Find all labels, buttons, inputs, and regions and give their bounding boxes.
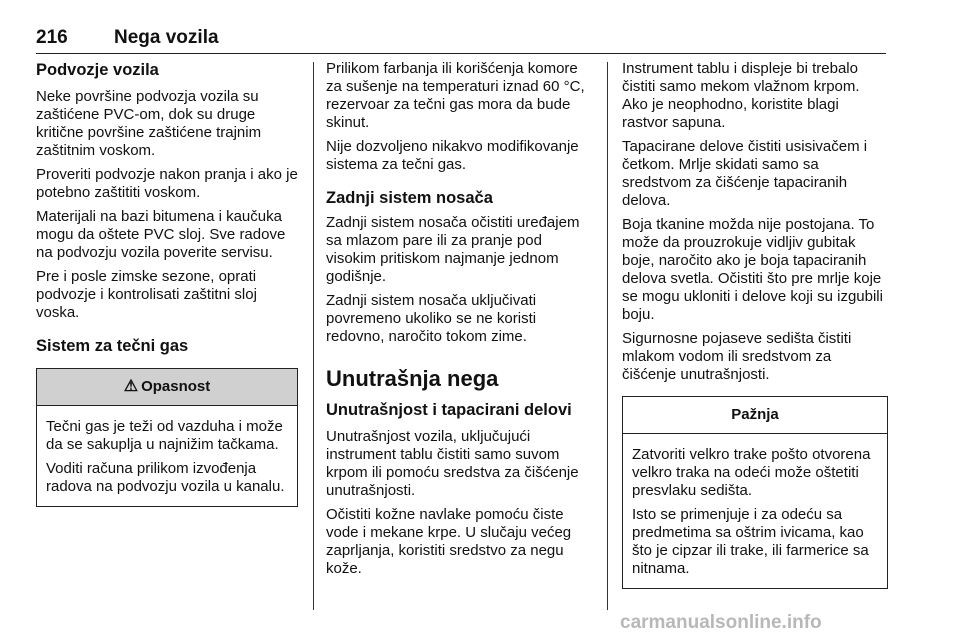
- column-divider: [313, 62, 314, 610]
- paragraph: Zadnji sistem nosača uključivati povremeno ukoliko se ne koristi redovno, naročito tokom zime.: [326, 292, 537, 345]
- paragraph: Pre i posle zimske sezone, oprati podvozje i kontrolisati zaštitni sloj voska.: [36, 268, 257, 321]
- page-header: [36, 27, 886, 54]
- danger-box-title: Opasnost: [141, 378, 211, 395]
- danger-box: [36, 368, 298, 507]
- section-heading-rear-carrier: Zadnji sistem nosača: [326, 189, 493, 207]
- column-divider: [607, 62, 608, 610]
- section-heading-interior-upholstery: Unutrašnjost i tapacirani delovi: [326, 401, 572, 419]
- notice-box-body: [623, 434, 887, 588]
- section-title-interior-care: Unutrašnja nega: [326, 366, 499, 391]
- paragraph: Tečni gas je teži od vazduha i može da se sakuplja u najnižim tačkama.: [46, 418, 283, 453]
- paragraph: Instrument tablu i displeje bi trebalo čistiti samo mekom vlažnom krpom. Ako je neophodno, koristite blagi rastvor sapuna.: [622, 60, 860, 131]
- page-number: 216: [36, 27, 68, 48]
- warning-triangle-icon: ⚠: [123, 378, 139, 395]
- paragraph: Unutrašnjost vozila, uključujući instrument tablu čistiti samo suvom krpom ili pomoću sredstva za čišćenje unutrašnjosti.: [326, 428, 579, 499]
- column-3: [622, 60, 888, 589]
- paragraph: Zadnji sistem nosača očistiti uređajem sa mlazom pare ili za pranje pod visokim pritiskom najmanje jednom godišnje.: [326, 214, 580, 285]
- paragraph: Boja tkanine možda nije postojana. To može da prouzrokuje vidljiv gubitak boje, naročito ako je boja tapaciranih delova svetla. Očistiti što pre mrlje koje se mogu ukloniti i delove koji su izgubili boju.: [622, 216, 883, 323]
- danger-box-body: [37, 406, 297, 506]
- paragraph: Isto se primenjuje i za odeću sa predmetima sa oštrim ivicama, kao što je cipzar ili trake, ili farmerice sa nitnama.: [632, 506, 869, 577]
- paragraph: Tapacirane delove čistiti usisivačem i četkom. Mrlje skidati samo sa sredstvom za čišćenje tapaciranih delova.: [622, 138, 868, 209]
- notice-box-title: Pažnja: [731, 406, 779, 423]
- paragraph: Neke površine podvozja vozila su zaštićene PVC-om, dok su druge kritične površine zaštićene trajnim zaštitnim voskom.: [36, 88, 262, 159]
- paragraph: Proveriti podvozje nakon pranja i ako je potebno zaštititi voskom.: [36, 166, 298, 201]
- column-1: [36, 60, 298, 507]
- paragraph: Zatvoriti velkro trake pošto otvorena velkro traka na odeći može oštetiti presvlaku sedišta.: [632, 446, 871, 499]
- running-title: Nega vozila: [114, 27, 219, 48]
- section-heading-undercarriage: Podvozje vozila: [36, 61, 159, 79]
- paragraph: Materijali na bazi bitumena i kaučuka mogu da oštete PVC sloj. Sve radove na podvozju vozila poverite servisu.: [36, 208, 286, 261]
- watermark: carmanualsonline.info: [620, 612, 822, 633]
- paragraph: Voditi računa prilikom izvođenja radova na podvozju vozila u kanalu.: [46, 460, 285, 495]
- notice-box: [622, 396, 888, 589]
- section-heading-lpg-system: Sistem za tečni gas: [36, 337, 189, 355]
- paragraph: Sigurnosne pojaseve sedišta čistiti mlakom vodom ili sredstvom za čišćenje unutrašnjosti.: [622, 330, 852, 383]
- paragraph: Prilikom farbanja ili korišćenja komore za sušenje na temperaturi iznad 60 °C, rezervoar za tečni gas mora da bude skinut.: [326, 60, 585, 131]
- danger-box-header: [37, 369, 297, 406]
- paragraph: Nije dozvoljeno nikakvo modifikovanje sistema za tečni gas.: [326, 138, 579, 173]
- paragraph: Očistiti kožne navlake pomoću čiste vode i mekane krpe. U slučaju većeg zaprljanja, koristiti sredstvo za negu kože.: [326, 506, 572, 577]
- notice-box-header: [623, 397, 887, 434]
- column-2: [326, 60, 592, 584]
